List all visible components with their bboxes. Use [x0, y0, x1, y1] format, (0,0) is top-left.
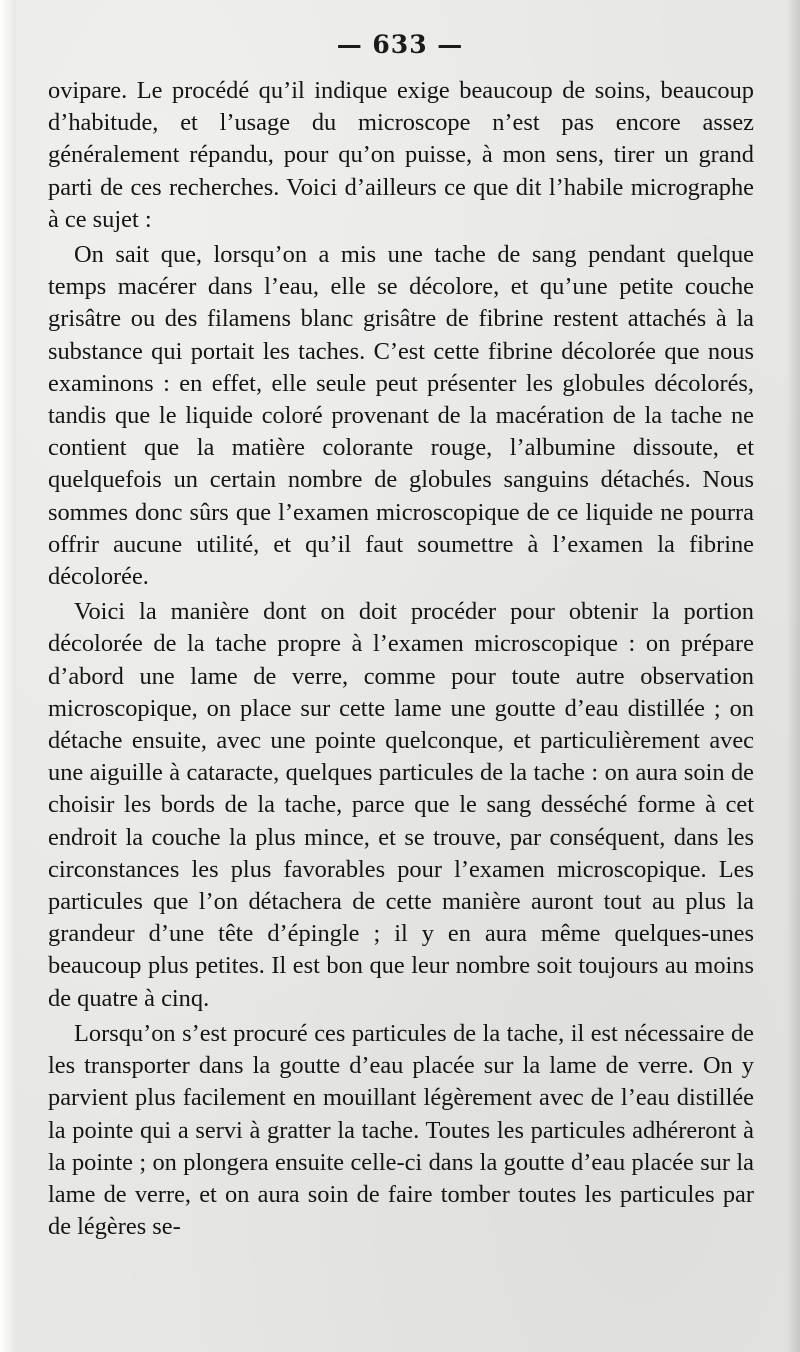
- paragraph-4: Lorsqu’on s’est procuré ces particules de la tache, il est nécessaire de les transporter dans la goutte d’eau placée sur la lame de verre. On y parvient plus facilement en mouillant légèrement avec de l’eau distillée la pointe qui a servi à gratter la tache. Toutes les particules adhéreront à la pointe ; on plongera ensuite celle-ci dans la goutte d’eau placée sur la lame de verre, et on aura soin de faire tomber toutes les particules par de légères se-: [48, 1019, 754, 1241]
- page-margin-left: [0, 0, 16, 1352]
- paragraph-3: Voici la manière dont on doit procéder pour obtenir la portion décolorée de la tache propre à l’examen microscopique : on prépare d’abord une lame de verre, comme pour toute autre observation microscopique, on place sur cette lame une goutte d’eau distillée ; on détache ensuite, avec une pointe quelconque, et particulièrement avec une aiguille à cataracte, quelques particules de la tache : on aura soin de choisir les bords de la tache, parce que le sang desséché forme à cet endroit la couche la plus mince, et se trouve, par conséquent, dans les circonstances les plus favorables pour l’examen microscopique. Les particules que l’on détachera de cette manière auront tout au plus la grandeur d’une tête d’épingle ; il y en aura même quelques-unes beaucoup plus petites. Il est bon que leur nombre soit toujours au moins de quatre à cinq.: [48, 598, 754, 1012]
- page-number: — 633 —: [336, 30, 464, 59]
- paragraph-1: ovipare. Le procédé qu’il indique exige beaucoup de soins, beaucoup d’habitude, et l’usage du microscope n’est pas encore assez généralement répandu, pour qu’on puisse, à mon sens, tirer un grand parti de ces recherches. Voici d’ailleurs ce que dit l’habile micrographe à ce sujet :: [48, 77, 754, 233]
- paragraph-2: On sait que, lorsqu’on a mis une tache de sang pendant quelque temps macérer dans l’eau, elle se décolore, et qu’une petite couche grisâtre ou des filamens blanc grisâtre de fibrine restent attachés à la substance qui portait les taches. C’est cette fibrine décolorée que nous examinons : en effet, elle seule peut présenter les globules décolorés, tandis que le liquide coloré provenant de la macération de la tache ne contient que la matière colorante rouge, l’albumine dissoute, et quelquefois un certain nombre de globules sanguins détachés. Nous sommes donc sûrs que l’examen microscopique de ce liquide ne pourra offrir aucune utilité, et qu’il faut soumettre à l’examen la fibrine décolorée.: [48, 241, 754, 591]
- page-edge-shadow: [786, 0, 800, 1352]
- body-text: [48, 75, 754, 1243]
